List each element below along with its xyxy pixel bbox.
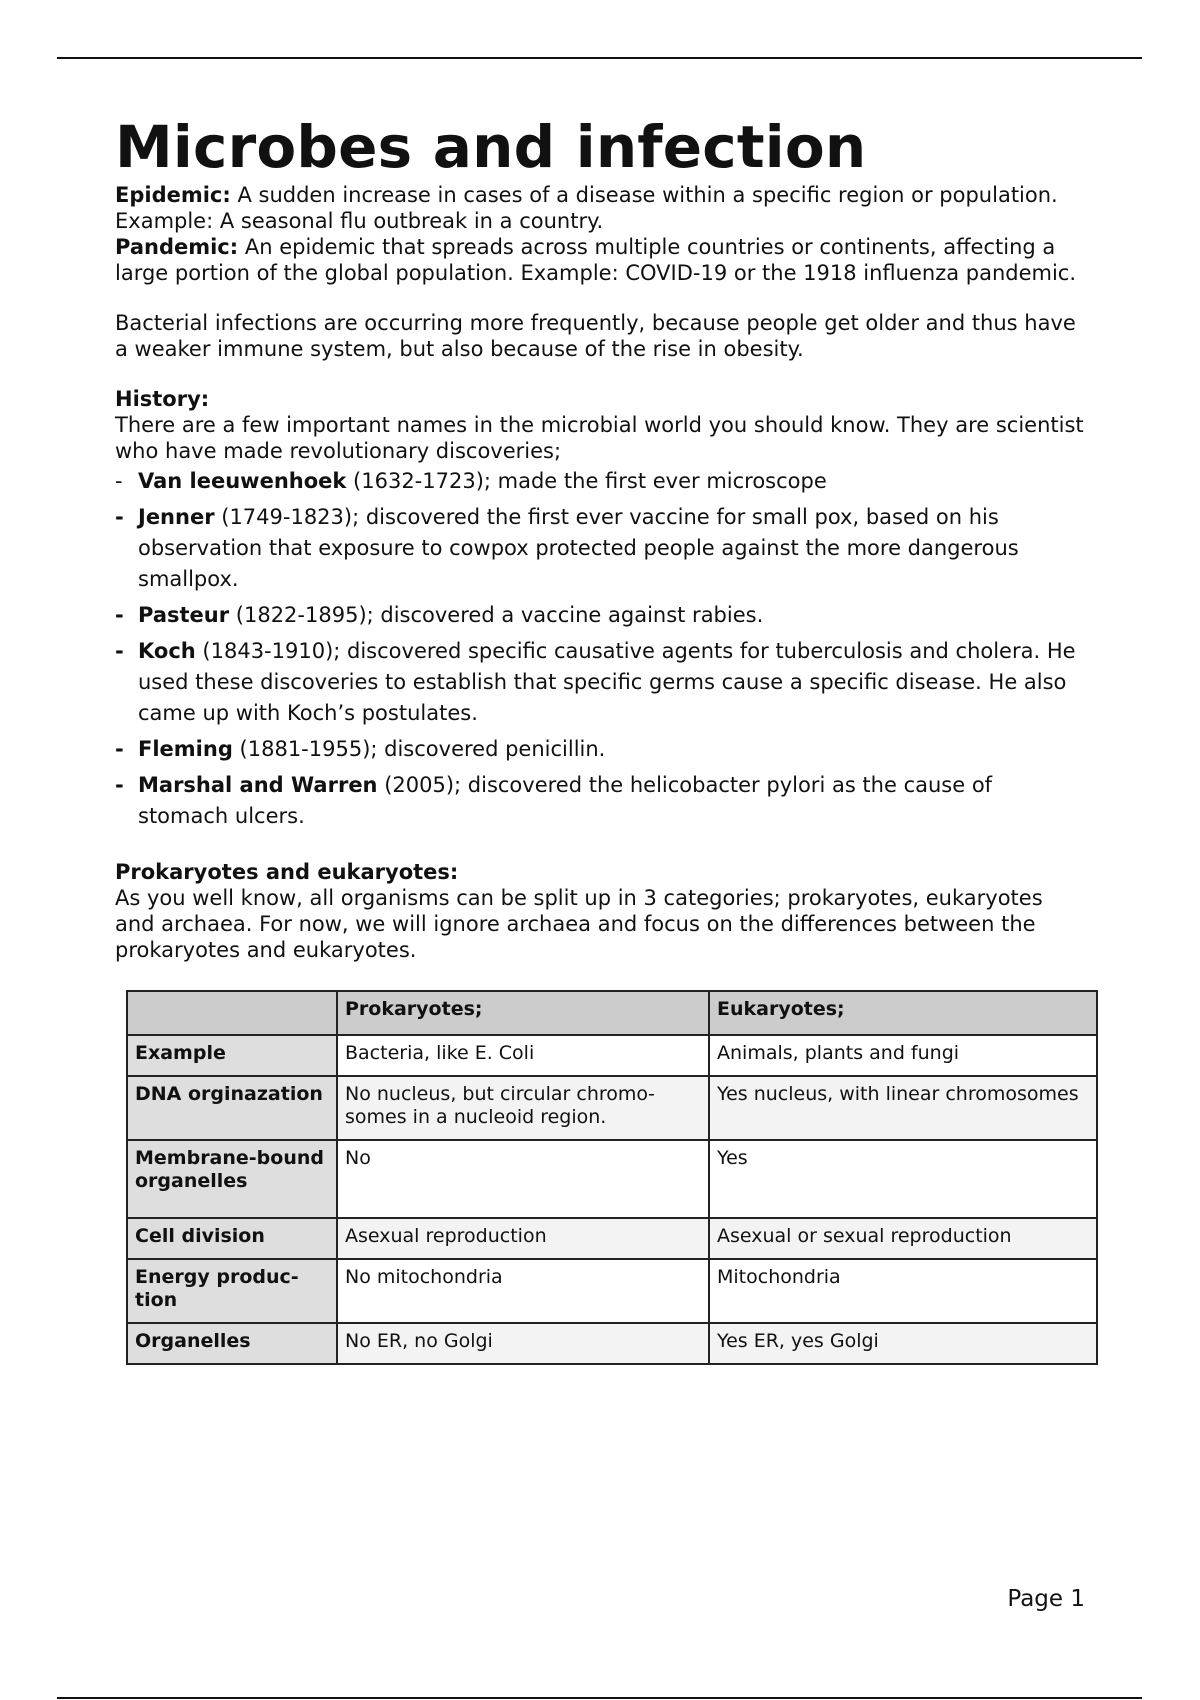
table-row [127,1140,1097,1218]
table-cell: Animals, plants and fungi [709,1035,1097,1076]
scientist-name: Koch [138,639,196,663]
scientist-name: Fleming [138,737,233,761]
page-title: Microbes and infection [115,113,867,181]
table-row [127,1076,1097,1140]
list-item: - Marshal and Warren (2005); discovered the helicobacter pylori as the cause of stomach ulcers. [115,773,993,828]
table-row [127,1259,1097,1323]
scientist-text: (1749-1823); discovered the first ever vaccine for small pox, based on his observation that exposure to cowpox protected people against the more dangerous smallpox. [138,505,1019,591]
comparison-table-wrap [126,990,1085,1365]
definition-text: An epidemic that spreads across multiple countries or continents, affecting a large portion of the global population. Example: COVID-19 or the 1918 influenza pandemic. [115,235,1077,285]
table-cell: Asexual reproduction [337,1218,709,1259]
definition-term: Epidemic: [115,183,231,207]
table-cell: No mitochondria [337,1259,709,1323]
bacterial-note: Bacterial infections are occurring more frequently, because people get older and thus have a weaker immune system, but also because of the rise in obesity. [115,311,1076,361]
table-header-cell: Prokaryotes; [337,991,709,1035]
table-header-cell [127,991,337,1035]
scientist-name: Jenner [138,505,215,529]
list-item: - Fleming (1881-1955); discovered penicillin. [115,737,606,761]
scientist-name: Marshal and Warren [138,773,378,797]
table-cell: No nucleus, but circular chromosomes in a nucleoid region. [337,1076,709,1140]
list-item: - Koch (1843-1910); discovered specific causative agents for tuberculosis and cholera. He used these discoveries to establish that specific germs cause a specific disease. He also came up with Koch’s postulates. [115,639,1076,725]
comparison-table [126,990,1098,1365]
row-label: DNA orginazation [127,1076,337,1140]
table-cell: Mitochondria [709,1259,1097,1323]
table-cell: No ER, no Golgi [337,1323,709,1364]
definition-pandemic [115,234,1085,286]
table-cell: Yes nucleus, with linear chromosomes [709,1076,1097,1140]
bottom-rule [57,1697,1142,1699]
row-label: Organelles [127,1323,337,1364]
table-cell: Bacteria, like E. Coli [337,1035,709,1076]
document-body [115,112,1085,1365]
prok-euk-intro: As you well know, all organisms can be split up in 3 categories; prokaryotes, eukaryotes and archaea. For now, we will ignore archaea and focus on the differences between the prokaryotes and eukaryotes. [115,886,1043,962]
definition-term: Pandemic: [115,235,239,259]
scientist-text: (1881-1955); discovered penicillin. [239,737,606,761]
table-cell: Asexual or sexual reproduction [709,1218,1097,1259]
list-item: - Pasteur (1822-1895); discovered a vaccine against rabies. [115,603,764,627]
row-label: Cell division [127,1218,337,1259]
list-item: - Van leeuwenhoek (1632-1723); made the first ever microscope [115,469,827,493]
table-cell: No [337,1140,709,1218]
table-header-row [127,991,1097,1035]
definition-epidemic [115,182,1085,234]
scientist-text: (1822-1895); discovered a vaccine against rabies. [235,603,764,627]
page-number: Page 1 [1007,1586,1085,1612]
list-item: - Jenner (1749-1823); discovered the first ever vaccine for small pox, based on his observation that exposure to cowpox protected people against the more dangerous smallpox. [115,505,1019,591]
table-row [127,1218,1097,1259]
scientist-text: (2005); discovered the helicobacter pylori as the cause of stomach ulcers. [138,773,993,828]
row-label: Membrane-bound organelles [127,1140,337,1218]
table-cell: Yes [709,1140,1097,1218]
top-rule [57,57,1142,59]
prok-euk-heading: Prokaryotes and eukaryotes: [115,860,459,884]
scientist-text: (1632-1723); made the first ever microscope [353,469,827,493]
table-cell: Yes ER, yes Golgi [709,1323,1097,1364]
row-label: Energy production [127,1259,337,1323]
scientist-name: Van leeuwenhoek [138,469,347,493]
table-header-cell: Eukaryotes; [709,991,1097,1035]
table-row [127,1035,1097,1076]
scientist-text: (1843-1910); discovered specific causative agents for tuberculosis and cholera. He used these discoveries to establish that specific germs cause a specific disease. He also came up with Koch’s postulates. [138,639,1076,725]
history-intro: There are a few important names in the microbial world you should know. They are scientist who have made revolutionary discoveries; [115,413,1084,463]
scientist-list [115,466,1085,832]
row-label: Example [127,1035,337,1076]
definition-text: A sudden increase in cases of a disease within a specific region or population. Example: A seasonal flu outbreak in a country. [115,183,1058,233]
scientist-name: Pasteur [138,603,230,627]
table-row [127,1323,1097,1364]
history-heading: History: [115,387,210,411]
